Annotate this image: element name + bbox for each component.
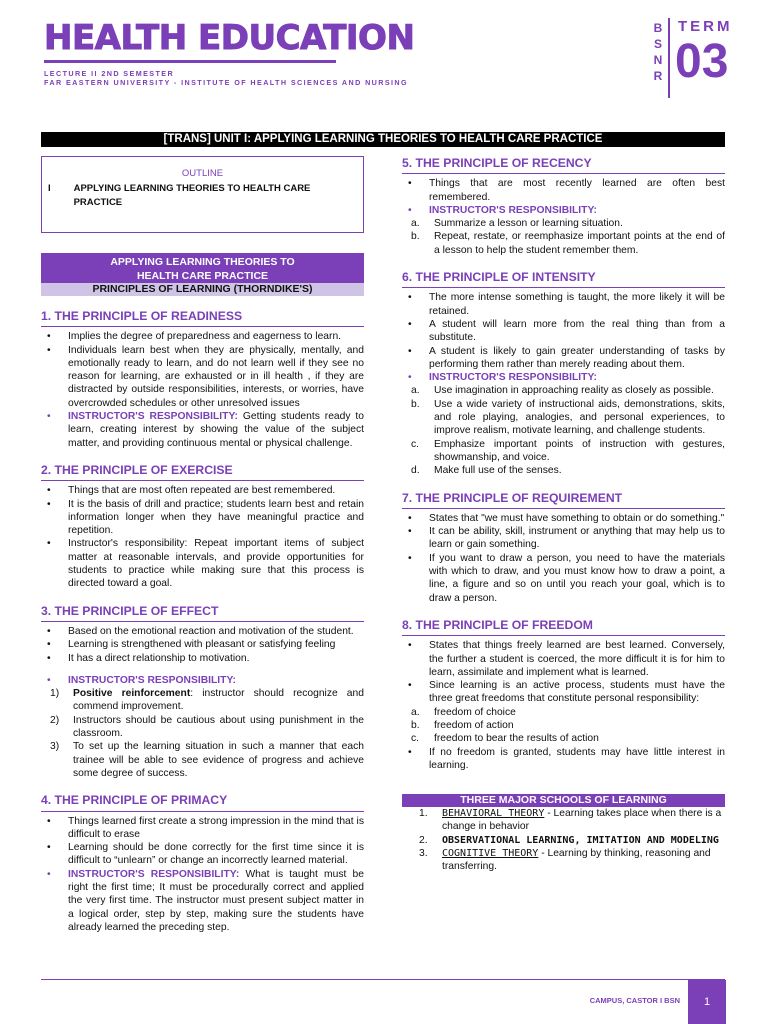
- school-name: BEHAVIORAL THEORY: [442, 808, 545, 820]
- footer-text: CAMPUS, CASTOR I BSN: [589, 996, 680, 1005]
- program-letter: B: [653, 21, 663, 35]
- principle-intensity: [402, 271, 725, 477]
- principle-heading: 2. THE PRINCIPLE OF EXERCISE: [41, 464, 364, 481]
- sub-item-marker: b.: [411, 231, 420, 243]
- principle-readiness: [41, 310, 364, 450]
- sub-item-marker: d.: [411, 465, 420, 477]
- responsibility-label: INSTRUCTOR'S RESPONSIBILITY:: [429, 372, 597, 384]
- bullet-text: Since learning is an active process, students must have the three great freedoms that constitute personal responsibility:: [429, 680, 725, 705]
- school-name: COGNITIVE THEORY: [442, 848, 539, 860]
- bullet-item: • If you want to draw a person, you need to have the materials with which to draw, and you must know how to draw a point, a line, a figure and so on until you reach your goal, which is to draw a person.: [402, 552, 725, 605]
- section-title-box: [41, 253, 364, 283]
- responsibility-item: [41, 410, 364, 450]
- program-letter: N: [653, 53, 663, 67]
- outline-item-text: APPLYING LEARNING THEORIES TO HEALTH CARE PRACTICE: [73, 183, 311, 208]
- school-marker: 1.: [419, 808, 428, 820]
- schools-heading: THREE MAJOR SCHOOLS OF LEARNING: [402, 794, 725, 807]
- sub-item-marker: 1): [50, 688, 60, 700]
- bullet-item: • Things that are most recently learned are often best remembered.: [402, 177, 725, 204]
- sub-item: [402, 732, 725, 745]
- principle-heading: 6. THE PRINCIPLE OF INTENSITY: [402, 271, 725, 288]
- sub-item-marker: c.: [411, 733, 420, 745]
- principle-primacy: [41, 794, 364, 934]
- section-title-line1: APPLYING LEARNING THEORIES TO: [110, 256, 295, 268]
- sub-item-marker: a.: [411, 706, 420, 718]
- sub-item-text: freedom to bear the results of action: [434, 733, 599, 745]
- bullet-item: • It is the basis of drill and practice; students learn best and retain information longer when they have meaningful practice and repetition.: [41, 498, 364, 538]
- program-letter: R: [653, 69, 663, 83]
- sub-item: [402, 464, 725, 477]
- principle-recency: [402, 157, 725, 257]
- principle-heading: 8. THE PRINCIPLE OF FREEDOM: [402, 619, 725, 636]
- principle-heading: 1. THE PRINCIPLE OF READINESS: [41, 310, 364, 327]
- sub-item: [402, 706, 725, 719]
- sub-item-marker: c.: [411, 438, 420, 450]
- bullet-item: • A student will learn more from the real thing than from a substitute.: [402, 318, 725, 345]
- school-item: [402, 847, 725, 874]
- sub-item-marker: 2): [50, 714, 60, 726]
- responsibility-item: [41, 674, 364, 780]
- responsibility-text: Getting students ready to learn, creating interest by showing the value of the subject matter, and providing continuous mental or physical challenge.: [68, 411, 364, 449]
- institution-subtitle: FAR EASTERN UNIVERSITY - INSTITUTE OF HEALTH SCIENCES AND NURSING: [44, 78, 409, 87]
- sub-item-text: To set up the learning situation in such a manner that each trainee will be able to see evidence of progress and achieve some degree of success.: [73, 741, 364, 779]
- principle-requirement: [402, 492, 725, 605]
- principle-heading: 3. THE PRINCIPLE OF EFFECT: [41, 605, 364, 622]
- school-marker: 2.: [419, 834, 428, 846]
- bullet-item: • It has a direct relationship to motivation.: [41, 652, 364, 665]
- sub-item: [41, 714, 364, 741]
- sub-item-text: Repeat, restate, or reemphasize important points at the end of a lesson to help the student remember them.: [434, 231, 725, 256]
- school-item: [402, 834, 725, 847]
- bullet-item: • Implies the degree of preparedness and eagerness to learn.: [41, 330, 364, 343]
- principle-heading: 7. THE PRINCIPLE OF REQUIREMENT: [402, 492, 725, 509]
- sub-item-marker: a.: [411, 218, 420, 230]
- section-subtitle: PRINCIPLES OF LEARNING (THORNDIKE'S): [41, 283, 364, 296]
- school-text: - Learning takes place when there is a change in behavior: [442, 808, 722, 833]
- program-letter: S: [653, 37, 662, 51]
- sub-item: [402, 719, 725, 732]
- sub-item-text: Summarize a lesson or learning situation.: [434, 218, 623, 230]
- page-number: 1: [688, 980, 726, 1024]
- sub-item-text: freedom of action: [434, 719, 514, 731]
- sub-item-marker: a.: [411, 385, 420, 397]
- principle-heading: 5. THE PRINCIPLE OF RECENCY: [402, 157, 725, 174]
- unit-banner: [TRANS] UNIT I: APPLYING LEARNING THEORIES TO HEALTH CARE PRACTICE: [41, 132, 725, 147]
- bullet-item: • Instructor's responsibility: Repeat important items of subject matter at reasonable intervals, and provide opportunities for students to practice while making sure that this process is directed toward a goal.: [41, 537, 364, 590]
- bullet-item: • Learning is strengthened with pleasant or satisfying feeling: [41, 638, 364, 651]
- title-underline: [44, 60, 336, 63]
- school-item: [402, 807, 725, 834]
- principle-exercise: [41, 464, 364, 591]
- bullet-item: • States that things freely learned are best learned. Conversely, the further a student is coerced, the more difficult it is for him to learn, assimilate and implement what is learned.: [402, 639, 725, 679]
- sub-item: [402, 398, 725, 438]
- term-number: 03: [675, 35, 729, 88]
- bullet-item: • The more intense something is taught, the more likely it will be retained.: [402, 291, 725, 318]
- sub-item-text: freedom of choice: [434, 706, 516, 718]
- sub-item-marker: b.: [411, 398, 420, 410]
- responsibility-label: INSTRUCTOR'S RESPONSIBILITY:: [429, 204, 597, 216]
- outline-title: OUTLINE: [181, 168, 224, 179]
- principle-freedom: [402, 619, 725, 772]
- bullet-item: • It can be ability, skill, instrument or anything that may help us to learn or gain something.: [402, 525, 725, 552]
- bullet-item: • Things that are most often repeated are best remembered.: [41, 484, 364, 497]
- responsibility-label: INSTRUCTOR'S RESPONSIBILITY:: [68, 674, 236, 686]
- bullet-item: • Based on the emotional reaction and motivation of the student.: [41, 625, 364, 638]
- sub-item-text: Use a wide variety of instructional aids, demonstrations, skits, and role playing, analogies, and personal experiences, to improve realism, motivate learning, and challenge students.: [434, 398, 725, 437]
- sub-item: [402, 230, 725, 257]
- document-title: HEALTH EDUCATION: [44, 18, 415, 58]
- lecture-subtitle: LECTURE II 2ND SEMESTER: [44, 69, 175, 78]
- sub-item-bold: Positive reinforcement: [73, 688, 191, 700]
- responsibility-item: [41, 868, 364, 934]
- responsibility-label: INSTRUCTOR'S RESPONSIBILITY:: [68, 411, 238, 423]
- page-header: [0, 0, 768, 100]
- school-name: OBSERVATIONAL LEARNING, IMITATION AND MODELING: [442, 834, 719, 846]
- footer-divider: [41, 979, 725, 980]
- principle-effect: [41, 605, 364, 781]
- sub-item: [41, 687, 364, 714]
- principle-heading: 4. THE PRINCIPLE OF PRIMACY: [41, 794, 364, 811]
- section-title-line2: HEALTH CARE PRACTICE: [136, 270, 269, 282]
- outline-item[interactable]: [48, 182, 357, 209]
- sub-item: [41, 740, 364, 780]
- schools-list: [402, 807, 725, 873]
- program-letters: [651, 20, 665, 84]
- responsibility-label: INSTRUCTOR'S RESPONSIBILITY:: [68, 868, 240, 880]
- school-text: - Learning by thinking, reasoning and transferring.: [442, 848, 711, 873]
- sub-item-text: Instructors should be cautious about using punishment in the classroom.: [73, 714, 364, 740]
- right-column: [402, 153, 725, 874]
- sub-item-text: : instructor should recognize and commend improvement.: [73, 688, 364, 713]
- bullet-item: [402, 679, 725, 745]
- sub-item-marker: b.: [411, 719, 420, 731]
- sub-item-text: Use imagination in approaching reality as closely as possible.: [434, 385, 714, 397]
- responsibility-text: What is taught must be right the first time; It must be procedurally correct and applied the very first time. The instructor must present subject matter in a logical order, step by step, making sure the students have already learned the preceding step.: [68, 868, 364, 933]
- bullet-item: • If no freedom is granted, students may have little interest in learning.: [402, 746, 725, 773]
- sub-item: [402, 384, 725, 397]
- outline-item-number: I: [48, 183, 51, 195]
- school-marker: 3.: [419, 848, 428, 860]
- bullet-item: • A student is likely to gain greater understanding of tasks by performing them rather than merely reading about them.: [402, 345, 725, 372]
- bullet-item: • Individuals learn best when they are physically, mentally, and emotionally ready to learn, and do not learn well if they see no reason for learning, are exhausted or in ill health , if they are distracted by outside responsibilities, interests, or worries, have overcrowded schedules or other unresolved issues: [41, 344, 364, 410]
- sub-item-text: Make full use of the senses.: [434, 465, 562, 477]
- sub-item: [402, 438, 725, 465]
- term-label: TERM: [678, 18, 733, 35]
- sub-item: [402, 217, 725, 230]
- responsibility-item: [402, 204, 725, 257]
- responsibility-item: [402, 371, 725, 477]
- left-column: [41, 153, 364, 934]
- sub-item-marker: 3): [50, 741, 60, 753]
- bullet-item: • States that "we must have something to obtain or do something.": [402, 512, 725, 525]
- sub-item-text: Emphasize important points of instruction with gestures, showmanship, and voice.: [434, 438, 725, 463]
- bullet-item: • Learning should be done correctly for the first time since it is difficult to “unlearn” or change an incorrectly learned material.: [41, 841, 364, 868]
- outline-box: [41, 156, 364, 233]
- bullet-item: • Things learned first create a strong impression in the mind that is difficult to erase: [41, 815, 364, 842]
- header-divider: [668, 18, 670, 98]
